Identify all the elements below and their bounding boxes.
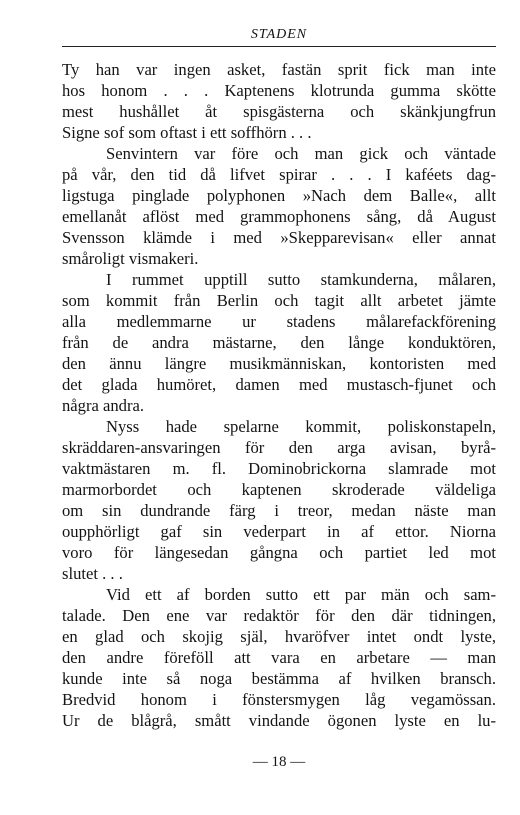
text-line: emellanåt aflöst med grammophonens sång, då August — [62, 207, 496, 226]
text-line: ligstuga pinglade polyphonen »Nach dem Balle«, allt — [62, 186, 496, 205]
text-line: kunde inte så noga bestämma af hvilken bransch. — [62, 669, 496, 688]
header-rule — [62, 46, 496, 47]
text-line: Ur de blågrå, smått vindande ögonen lyste en lu- — [62, 711, 496, 730]
text-line: småroligt vismakeri. — [62, 249, 199, 268]
text-line: talade. Den ene var redaktör för den där tidningen, — [62, 606, 496, 625]
text-line: som kommit från Berlin och tagit allt arbetet jämte — [62, 291, 496, 310]
running-head: STADEN — [250, 27, 308, 42]
body-text — [62, 59, 496, 731]
text-line: Senvintern var före och man gick och väntade — [106, 144, 496, 163]
text-line: några andra. — [62, 396, 144, 415]
text-line: skräddaren-ansvaringen för den arga avisan, byrå- — [62, 438, 496, 457]
text-line: den ännu längre musikmänniskan, kontoristen med — [62, 354, 496, 373]
text-line: Vid ett af borden sutto ett par män och sam- — [106, 585, 496, 604]
text-line: oupphörligt gaf sin vederpart in af ettor. Niorna — [62, 522, 496, 541]
text-line: mest hushållet åt spisgästerna och skänkjungfrun — [62, 102, 496, 121]
book-page — [62, 26, 496, 770]
text-line: slutet . . . — [62, 564, 123, 583]
text-line: Signe sof som oftast i ett soffhörn . . . — [62, 123, 312, 142]
text-line: Svensson klämde i med »Skepparevisan« eller annat — [62, 228, 496, 247]
text-line: marmorbordet och kaptenen skroderade väldeliga — [62, 480, 496, 499]
text-line: Bredvid honom i fönstersmygen låg vegamössan. — [62, 690, 496, 709]
text-line: alla medlemmarne ur stadens målarefackförening — [62, 312, 496, 331]
text-line: det glada humöret, damen med mustasch-fjunet och — [62, 375, 496, 394]
page-number: — 18 — — [252, 754, 306, 770]
text-line: på vår, den tid då lifvet spirar . . . I kaféets dag- — [62, 165, 496, 184]
text-line: den andre föreföll att vara en arbetare — man — [62, 648, 496, 667]
text-line: I rummet upptill sutto stamkunderna, målaren, — [106, 270, 496, 289]
text-line: vaktmästaren m. fl. Dominobrickorna slamrade mot — [62, 459, 496, 478]
text-line: om sin dundrande färg i treor, medan näste man — [62, 501, 496, 520]
text-line: Ty han var ingen asket, fastän sprit fick man inte — [62, 60, 496, 79]
text-line: hos honom . . . Kaptenens klotrunda gumma skötte — [62, 81, 496, 100]
text-line: från de andra mästarne, den långe konduktören, — [62, 333, 496, 352]
text-line: en glad och skojig själ, hvaröfver intet ondt lyste, — [62, 627, 496, 646]
text-line: Nyss hade spelarne kommit, poliskonstapeln, — [106, 417, 496, 436]
text-line: voro för längesedan gångna och partiet led mot — [62, 543, 496, 562]
